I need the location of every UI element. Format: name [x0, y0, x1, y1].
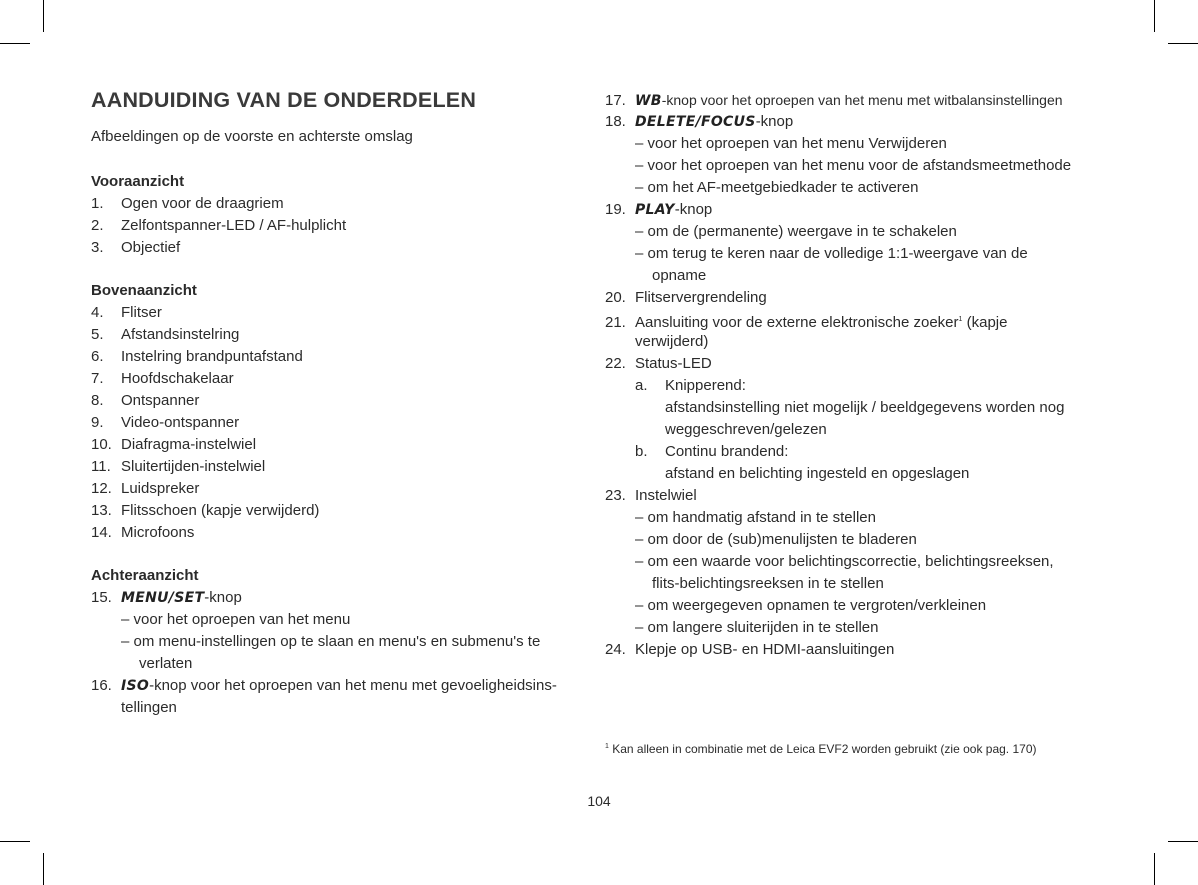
sub-item: a. Knipperend:	[635, 377, 746, 394]
list-item: 24. Klepje op USB- en HDMI-aansluitingen	[605, 641, 895, 658]
sub-item: – om handmatig afstand in te stellen	[635, 509, 876, 526]
crop-mark	[1154, 853, 1155, 885]
crop-mark	[1168, 43, 1198, 44]
sub-item: – om weergegeven opnamen te vergroten/verkleinen	[635, 597, 987, 614]
sub-item-continuation: flits-belichtingsreeksen in te stellen	[652, 575, 884, 592]
list-item-continuation: verwijderd)	[635, 333, 709, 350]
list-item: 1. Ogen voor de draagriem	[91, 195, 284, 212]
list-item: 6. Instelring brandpuntafstand	[91, 348, 303, 365]
list-item: 4. Flitser	[91, 304, 162, 321]
button-label-menu-set: MENU/SET	[121, 590, 205, 606]
list-item: 19. PLAY-knop	[605, 201, 713, 218]
sub-item-detail: afstandsinstelling niet mogelijk / beeldgegevens worden nog	[665, 399, 1065, 416]
list-item: 23. Instelwiel	[605, 487, 697, 504]
sub-item: – voor het oproepen van het menu	[121, 611, 351, 628]
sub-item-continuation: verlaten	[139, 655, 193, 672]
crop-mark	[1168, 841, 1198, 842]
section-heading-vooraanzicht: Vooraanzicht	[91, 173, 185, 190]
section-heading-bovenaanzicht: Bovenaanzicht	[91, 282, 197, 299]
list-item: 2. Zelfontspanner-LED / AF-hulplicht	[91, 217, 347, 234]
list-item: 21. Aansluiting voor de externe elektronische zoeker$^1$ (kapje	[605, 314, 1008, 331]
sub-item: – om terug te keren naar de volledige 1:1-weergave van de	[635, 245, 1028, 262]
sub-item: – om menu-instellingen op te slaan en menu's en submenu's te	[121, 633, 541, 650]
footnote-ref: 1	[958, 316, 963, 323]
section-heading-achteraanzicht: Achteraanzicht	[91, 567, 199, 584]
list-item: 5. Afstandsinstelring	[91, 326, 240, 343]
sub-item: – om door de (sub)menulijsten te bladeren	[635, 531, 917, 548]
list-item: 15. MENU/SET-knop	[91, 589, 242, 606]
sub-item: b. Continu brandend:	[635, 443, 789, 460]
list-item: 3. Objectief	[91, 239, 181, 256]
sub-item-detail: afstand en belichting ingesteld en opgeslagen	[665, 465, 970, 482]
list-item: 13. Flitsschoen (kapje verwijderd)	[91, 502, 320, 519]
sub-item: – om langere sluiterijden in te stellen	[635, 619, 879, 636]
list-item: 18. DELETE/FOCUS-knop	[605, 113, 794, 130]
page-number: 104	[587, 793, 611, 809]
footnote: $^1$ Kan alleen in combinatie met de Leica EVF2 worden gebruikt (zie ook pag. 170)	[605, 742, 1037, 756]
list-item: 14. Microfoons	[91, 524, 195, 541]
sub-item: – voor het oproepen van het menu Verwijderen	[635, 135, 947, 152]
list-item: 22. Status-LED	[605, 355, 712, 372]
crop-mark	[0, 841, 30, 842]
button-label-delete-focus: DELETE/FOCUS	[635, 114, 756, 130]
list-item: 17. WB-knop voor het oproepen van het menu met witbalansinstellingen	[605, 92, 1063, 109]
sub-item-continuation: opname	[652, 267, 707, 284]
crop-mark	[43, 853, 44, 885]
page-title: AANDUIDING VAN DE ONDERDELEN	[91, 88, 477, 112]
sub-item-detail: weggeschreven/gelezen	[665, 421, 827, 438]
crop-mark	[43, 0, 44, 32]
list-item: 16. ISO-knop voor het oproepen van het menu met gevoeligheidsins-	[91, 677, 557, 694]
list-item: 7. Hoofdschakelaar	[91, 370, 234, 387]
crop-mark	[0, 43, 30, 44]
sub-item: – voor het oproepen van het menu voor de afstandsmeetmethode	[635, 157, 1072, 174]
list-item: 20. Flitservergrendeling	[605, 289, 767, 306]
page-subtitle: Afbeeldingen op de voorste en achterste omslag	[91, 128, 413, 145]
crop-mark	[1154, 0, 1155, 32]
list-item: 8. Ontspanner	[91, 392, 200, 409]
button-label-wb: WB	[635, 93, 662, 109]
button-label-play: PLAY	[635, 202, 675, 218]
list-item-continuation: tellingen	[121, 699, 177, 716]
list-item: 11. Sluitertijden-instelwiel	[91, 458, 266, 475]
list-item: 10. Diafragma-instelwiel	[91, 436, 257, 453]
button-label-iso: ISO	[121, 678, 150, 694]
list-item: 9. Video-ontspanner	[91, 414, 240, 431]
sub-item: – om het AF-meetgebiedkader te activeren	[635, 179, 919, 196]
sub-item: – om een waarde voor belichtingscorrectie, belichtingsreeksen,	[635, 553, 1054, 570]
sub-item: – om de (permanente) weergave in te schakelen	[635, 223, 957, 240]
list-item: 12. Luidspreker	[91, 480, 200, 497]
